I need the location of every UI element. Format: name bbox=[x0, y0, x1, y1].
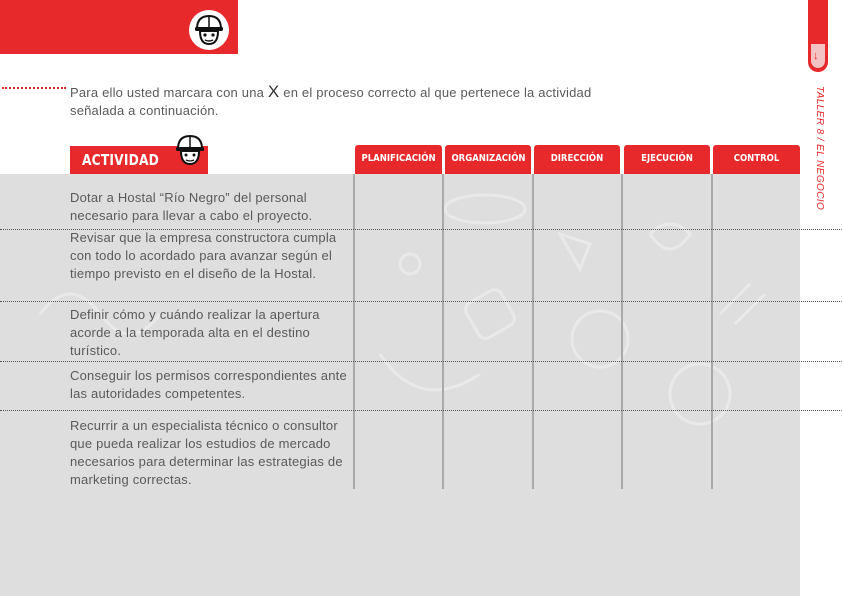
helmet-worker-icon bbox=[172, 132, 208, 170]
activity-row-3: Definir cómo y cuándo realizar la apertura acorde a la temporada alta en el destino turístico. bbox=[70, 307, 320, 358]
column-header-control bbox=[713, 145, 800, 174]
dotted-lead-line bbox=[2, 87, 66, 89]
instruction-text bbox=[70, 83, 610, 120]
column-header-direccion bbox=[534, 145, 620, 174]
x-mark-symbol: X bbox=[267, 82, 280, 101]
activity-row-5: Recurrir a un especialista técnico o consultor que pueda realizar los estudios de mercado necesarios para determinar las estrategias de marketing correctas. bbox=[70, 418, 343, 487]
activity-header-label: ACTIVIDAD bbox=[82, 151, 160, 169]
column-divider bbox=[442, 174, 444, 489]
instruction-before-x: Para ello usted marcara con una bbox=[70, 85, 265, 100]
column-label: CONTROL bbox=[733, 153, 780, 164]
down-arrow-icon: ↓ bbox=[813, 50, 819, 62]
row-separator bbox=[0, 361, 842, 362]
helmet-worker-icon bbox=[189, 10, 229, 50]
column-divider bbox=[711, 174, 713, 489]
side-section-title: TALLER 8 / EL NEGOCIO bbox=[814, 86, 825, 211]
column-divider bbox=[621, 174, 623, 489]
activity-row-4: Conseguir los permisos correspondientes ante las autoridades competentes. bbox=[70, 368, 347, 401]
column-divider bbox=[353, 174, 355, 489]
activity-column-header bbox=[70, 146, 208, 174]
row-separator bbox=[0, 301, 842, 302]
column-label: PLANIFICACIÓN bbox=[361, 153, 436, 164]
column-header-organizacion bbox=[445, 145, 531, 174]
column-label: ORGANIZACIÓN bbox=[451, 153, 526, 164]
column-header-planificacion bbox=[355, 145, 442, 174]
column-divider bbox=[532, 174, 534, 489]
row-separator bbox=[0, 410, 842, 411]
column-header-ejecucion bbox=[624, 145, 710, 174]
column-label: DIRECCIÓN bbox=[550, 153, 604, 164]
instruction-after-x: en el proceso correcto al que pertenece la actividad señalada a continuación. bbox=[70, 85, 592, 118]
column-label: EJECUCIÓN bbox=[641, 153, 693, 164]
mascot-badge bbox=[189, 10, 229, 50]
activity-row-1: Dotar a Hostal “Río Negro” del personal necesario para llevar a cabo el proyecto. bbox=[70, 190, 313, 223]
activity-row-2: Revisar que la empresa constructora cumpla con todo lo acordado para avanzar según el tiempo previsto en el diseño de la Hostal. bbox=[70, 230, 337, 281]
